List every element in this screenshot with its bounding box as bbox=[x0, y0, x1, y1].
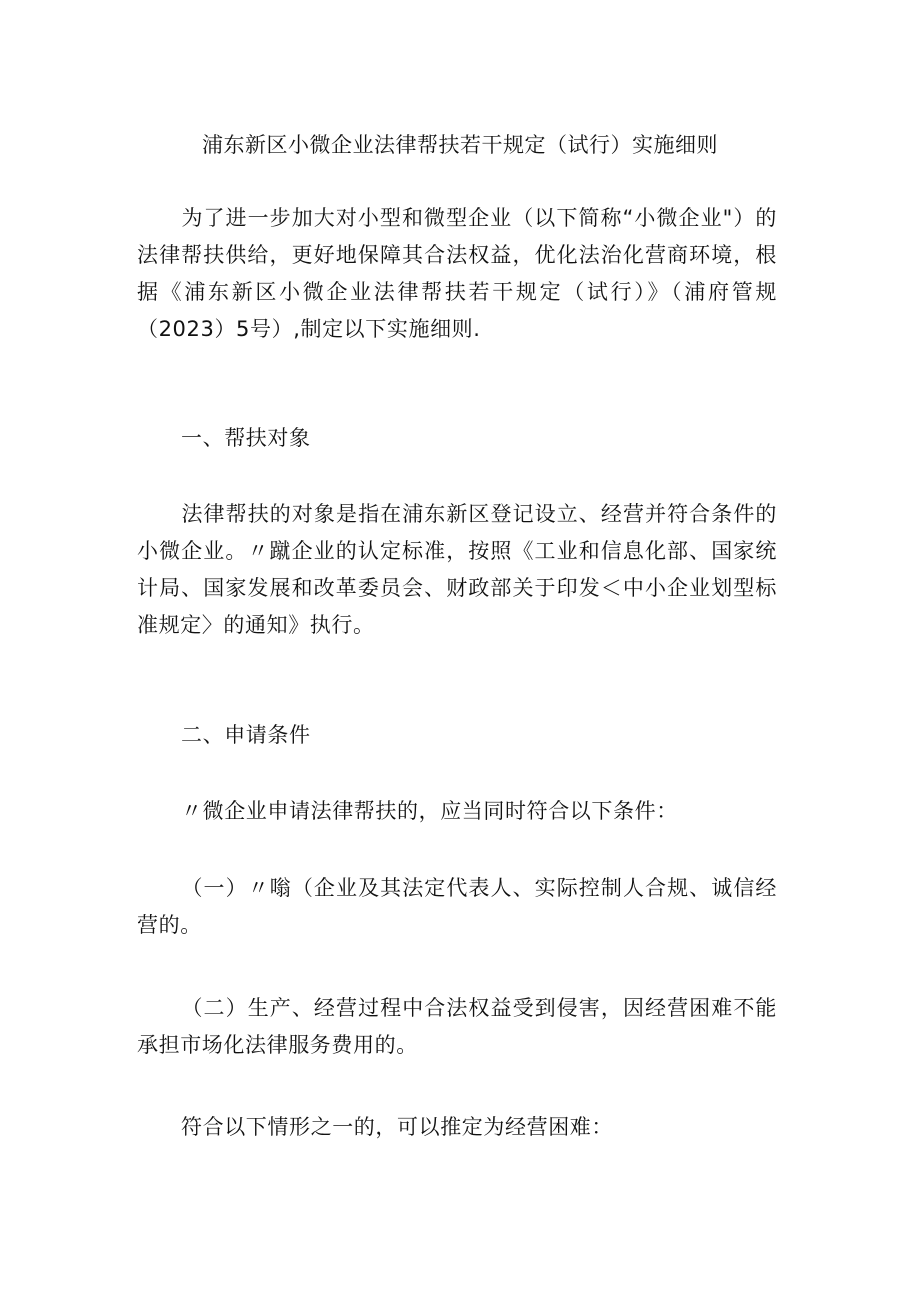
condition-2-text: （二）生产、经营过程中合法权益受到侵害，因经营困难不能承担市场化法律服务费用的。 bbox=[137, 996, 777, 1057]
condition-1-paragraph bbox=[137, 870, 777, 944]
section1-paragraph bbox=[137, 496, 777, 644]
document-title: 浦东新区小微企业法律帮扶若干规定（试行）实施细则 bbox=[202, 133, 718, 157]
section-heading-support-targets: 一、帮扶对象 bbox=[181, 426, 311, 450]
intro-text: 为了进一步加大对小型和微型企业（以下简称“小微企业"）的法律帮扶供给，更好地保障其合法权益，优化法治化营商环境，根据《浦东新区小微企业法律帮扶若干规定（试行）》（浦府管规（2023）5号）,制定以下实施细则. bbox=[137, 206, 777, 341]
condition-2-paragraph bbox=[137, 990, 777, 1064]
section1-text: 法律帮扶的对象是指在浦东新区登记设立、经营并符合条件的小微企业。〃蹴企业的认定标准，按照《工业和信息化部、国家统计局、国家发展和改革委员会、财政部关于印发＜中小企业划型标准规定〉的通知》执行。 bbox=[137, 502, 777, 637]
section2-intro-paragraph bbox=[137, 793, 777, 830]
section-heading-application-conditions: 二、申请条件 bbox=[181, 723, 311, 747]
section2-intro-text: 〃微企业申请法律帮扶的，应当同时符合以下条件： bbox=[181, 799, 678, 823]
intro-paragraph bbox=[137, 200, 777, 348]
difficulty-intro-text: 符合以下情形之一的，可以推定为经营困难： bbox=[181, 1115, 613, 1139]
difficulty-intro-paragraph bbox=[137, 1109, 777, 1146]
condition-1-text: （一）〃嗡（企业及其法定代表人、实际控制人合规、诚信经营的。 bbox=[137, 876, 777, 937]
